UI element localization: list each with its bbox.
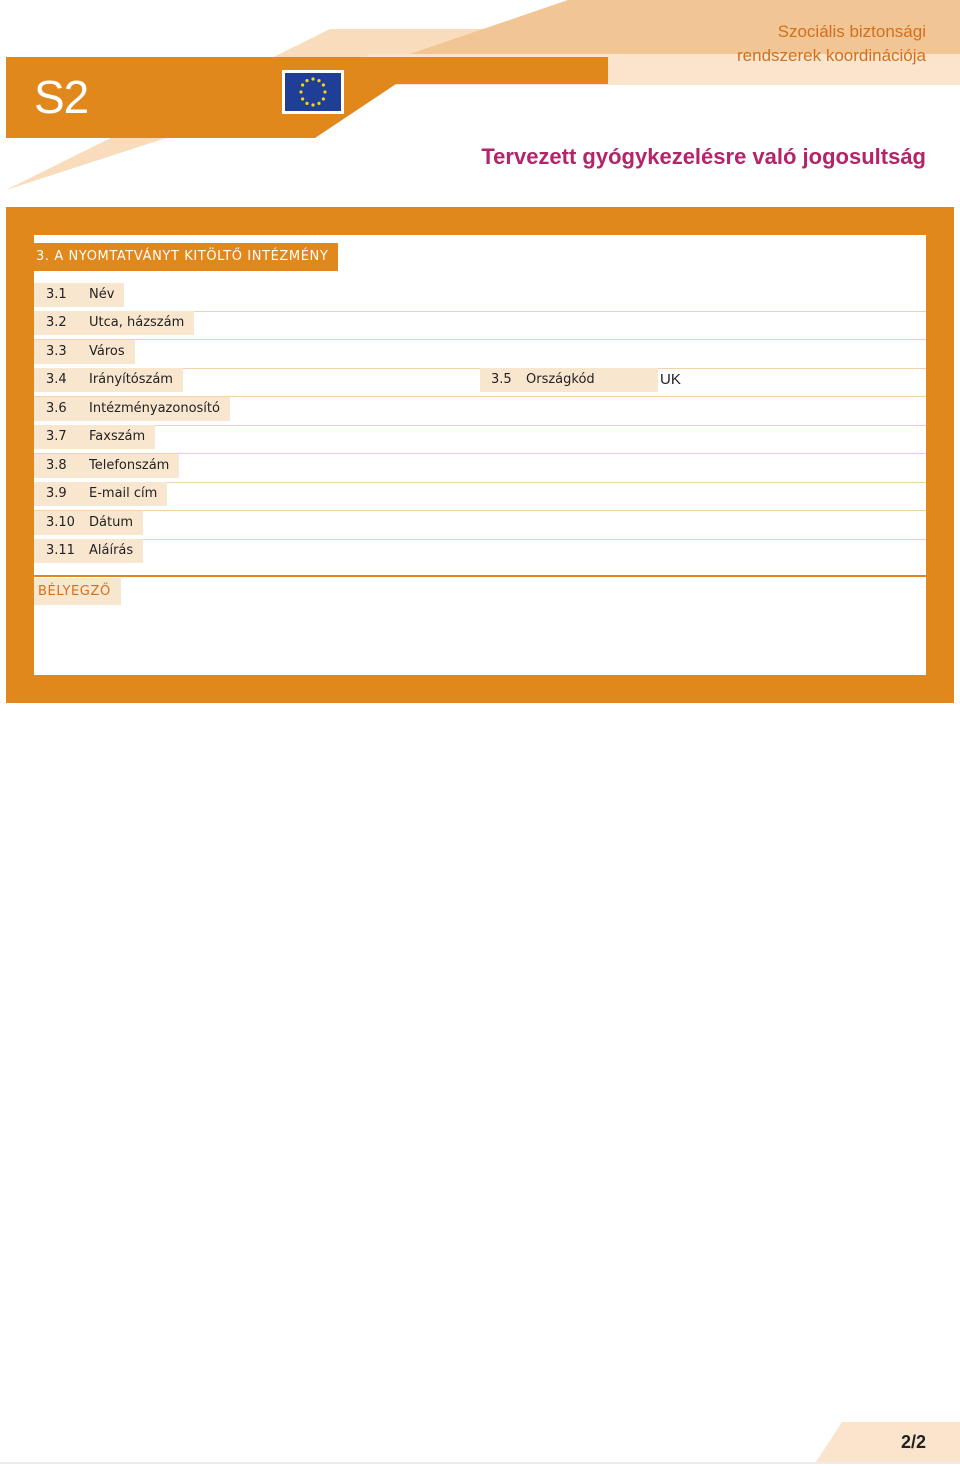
field-name: Dátum	[89, 515, 133, 530]
document-title: Tervezett gyógykezelésre való jogosultság	[481, 144, 926, 169]
field-name: Aláírás	[89, 543, 134, 558]
field-number: 3.10	[46, 515, 75, 530]
field-row-fax[interactable]	[34, 425, 926, 454]
stamp-divider	[34, 575, 926, 577]
field-number: 3.8	[46, 458, 67, 473]
field-label	[34, 368, 183, 392]
field-label	[34, 425, 155, 449]
field-name: Országkód	[526, 372, 595, 387]
field-row-postcode[interactable]	[34, 368, 926, 397]
field-number: 3.1	[46, 287, 67, 302]
field-label	[34, 482, 167, 506]
page-tab	[816, 1422, 960, 1462]
field-number: 3.4	[46, 372, 67, 387]
field-label	[34, 511, 143, 535]
field-number: 3.7	[46, 429, 67, 444]
field-name: Név	[89, 287, 115, 302]
field-row-email[interactable]	[34, 482, 926, 511]
field-label	[34, 539, 143, 563]
field-row-city[interactable]	[34, 340, 926, 369]
field-name: Város	[89, 344, 125, 359]
field-row-name[interactable]	[34, 283, 926, 312]
field-number: 3.9	[46, 486, 67, 501]
field-name: Telefonszám	[89, 458, 170, 473]
field-name: E-mail cím	[89, 486, 158, 501]
field-name: Faxszám	[89, 429, 146, 444]
field-label	[34, 311, 194, 335]
field-row-street[interactable]	[34, 311, 926, 340]
form-code: S2	[34, 71, 89, 123]
bottom-rule	[0, 1462, 960, 1464]
field-label	[34, 454, 179, 478]
field-number: 3.5	[491, 372, 512, 387]
field-number: 3.3	[46, 344, 67, 359]
field-label	[34, 340, 135, 364]
country-code-value: UK	[660, 371, 681, 388]
eu-flag-icon	[282, 70, 344, 114]
field-row-date[interactable]	[34, 511, 926, 540]
agency-line-2: rendszerek koordinációja	[737, 46, 926, 65]
field-number: 3.2	[46, 315, 67, 330]
field-label	[34, 397, 230, 421]
field-number: 3.11	[46, 543, 75, 558]
page-number: 2/2	[900, 1432, 926, 1452]
agency-line-1: Szociális biztonsági	[777, 22, 926, 41]
field-label	[34, 283, 124, 307]
section-title: 3. A NYOMTATVÁNYT KITÖLTŐ INTÉZMÉNY	[34, 243, 338, 271]
stamp-label: BÉLYEGZŐ	[34, 578, 121, 605]
field-row-signature[interactable]	[34, 539, 926, 567]
field-name: Utca, házszám	[89, 315, 185, 330]
field-number: 3.6	[46, 401, 67, 416]
agency-name	[737, 20, 926, 68]
field-row-phone[interactable]	[34, 454, 926, 483]
country-code-label	[480, 368, 658, 392]
field-name: Intézményazonosító	[89, 401, 220, 416]
field-name: Irányítószám	[89, 372, 173, 387]
stamp-area[interactable]	[34, 605, 926, 675]
field-row-institution-id[interactable]	[34, 397, 926, 426]
